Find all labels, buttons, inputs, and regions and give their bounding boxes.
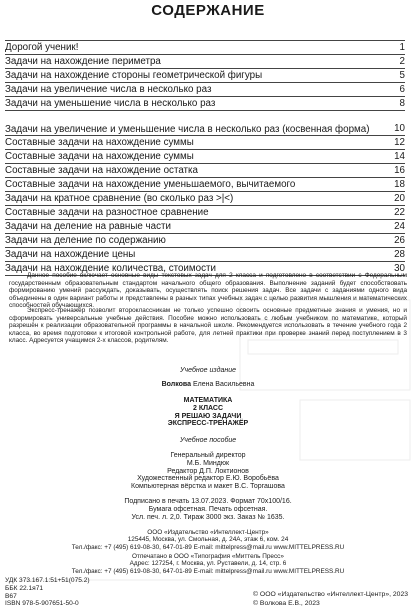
credit-line: М.Б. Миндюк: [186, 459, 230, 467]
credit-line: Компьютерная вёрстка и макет В.С. Торгашова: [131, 483, 285, 491]
print-info-line: Подписано в печать 13.07.2023. Формат 70х100/16.: [124, 498, 292, 505]
printer-line: Адрес: 127254, г. Москва, ул. Руставели, д. 14, стр. 6: [129, 560, 287, 568]
toc-entry[interactable]: Составные задачи на нахождение суммы 14: [5, 151, 405, 162]
toc-entry[interactable]: Задачи на увеличение числа в несколько раз 6: [5, 84, 405, 95]
toc-entry[interactable]: Задачи на увеличение и уменьшение числа в несколько раз (косвенная форма) 10: [5, 111, 405, 136]
publisher-line: ООО «Издательство «Интеллект-Центр»: [147, 529, 269, 536]
toc-entry[interactable]: Задачи на нахождение количества, стоимости 30: [5, 263, 405, 274]
publisher-info: [0, 529, 416, 551]
toc-entry[interactable]: Задачи на нахождение цены 28: [5, 249, 405, 260]
book-title-line: ЭКСПРЕСС-ТРЕНАЖЁР: [167, 420, 249, 428]
copyright-line: © Волкова Е.В., 2023: [253, 599, 320, 607]
copyright-line: © ООО «Издательство «Интеллект-Центр», 2023: [253, 591, 408, 598]
toc-entry[interactable]: Составные задачи на разностное сравнение 22: [5, 207, 405, 218]
print-info: [0, 498, 416, 521]
toc-entry[interactable]: Задачи на нахождение стороны геометрической фигуры 5: [5, 70, 405, 81]
book-title-line: МАТЕМАТИКА: [183, 397, 233, 404]
page-title: СОДЕРЖАНИЕ: [151, 2, 265, 19]
toc-entry[interactable]: Составные задачи на нахождение уменьшаемого, вычитаемого 18: [5, 179, 405, 190]
credit-line: Художественный редактор Е.Ю. Воробьёва: [137, 475, 279, 483]
toc-entry[interactable]: Составные задачи на нахождение остатка 16: [5, 165, 405, 176]
print-info-line: Усл. печ. л. 2,0. Тираж 3000 экз. Заказ № 1635.: [131, 513, 285, 521]
description-paragraph: Экспресс-тренажёр позволит второклассникам не только успешно освоить основные предметные знания и умения, но и сформировать универсальные учебные действия. Пособие можно использовать с любым учебником по математике, который разрешён к реализации образовательной программы в начальной школе. Рекомендуется использовать в течение учебного года 2 класса, во время подготовки к итоговой контрольной работе, для летней практики при проверке знаний перед поступлением в 3 класс. Адресуется учащимся 2-х классов, родителям.: [9, 307, 407, 345]
udk-code: УДК 373.167.1:51+51(075.2): [5, 577, 90, 584]
staff-credits: [0, 452, 416, 491]
manual-label: Учебное пособие: [179, 437, 237, 444]
printer-line: Отпечатано в ООО «Типография «Миттель Пресс»: [132, 553, 284, 560]
description-paragraph: Данное пособие включает основные виды текстовых задач для 2 класса и подготовлено в соответствии с Федеральным государственным образовательным стандартом начального общего образования. Выполнение заданий будет способствовать формированию умений рассуждать, доказывать, осуществлять поиск решения задач. Все задачи с заданиями одного вида объединены в один вариант работы и представлены в разных типах учебных задач с целью развития мышления и математических способностей обучающихся.: [9, 272, 407, 310]
toc-entry[interactable]: Составные задачи на нахождение суммы 12: [5, 137, 405, 148]
author-code: В67: [5, 593, 17, 600]
isbn: ISBN 978-5-907651-50-0: [5, 600, 79, 607]
toc-entry[interactable]: Задачи на уменьшение числа в несколько раз 8: [5, 98, 405, 109]
author-surname: Волкова: [161, 381, 191, 388]
copyright-block: [253, 591, 408, 608]
credit-line: Генеральный директор: [170, 452, 246, 459]
publisher-line: 125445, Москва, ул. Смольная, д. 24А, этаж 6, ком. 24: [127, 536, 289, 544]
book-title: [0, 397, 416, 428]
classification-codes: [5, 577, 90, 601]
book-title-line: 2 КЛАСС: [192, 404, 223, 412]
book-title-line: Я РЕШАЮ ЗАДАЧИ: [174, 412, 242, 420]
toc-entry[interactable]: Задачи на деление по содержанию 26: [5, 235, 405, 246]
table-of-contents: [5, 40, 405, 276]
author-name: Елена Васильевна: [192, 381, 255, 388]
printer-info: [0, 553, 416, 575]
toc-entry[interactable]: Дорогой ученик! 1: [5, 42, 405, 53]
bbk-code: ББК 22.1я71: [5, 585, 44, 592]
author-line: [0, 381, 416, 389]
toc-entry[interactable]: Задачи на кратное сравнение (во сколько раз >|<) 20: [5, 193, 405, 204]
edition-label: Учебное издание: [180, 367, 236, 374]
publisher-line: Тел./факс: +7 (495) 619-08-30, 647-01-89 E-mail: mittelpress@mail.ru www.MITTELPRESS.RU: [71, 543, 345, 551]
toc-entry[interactable]: Задачи на нахождение периметра 2: [5, 56, 405, 67]
toc-entry[interactable]: Задачи на деление на равные части 24: [5, 221, 405, 232]
print-info-line: Бумага офсетная. Печать офсетная.: [148, 505, 268, 513]
credit-line: Редактор Д.П. Локтионов: [167, 467, 249, 475]
printer-line: Тел./факс: +7 (495) 619-08-30, 647-01-89 E-mail: mittelpress@mail.ru www.MITTELPRESS.RU: [71, 567, 345, 575]
